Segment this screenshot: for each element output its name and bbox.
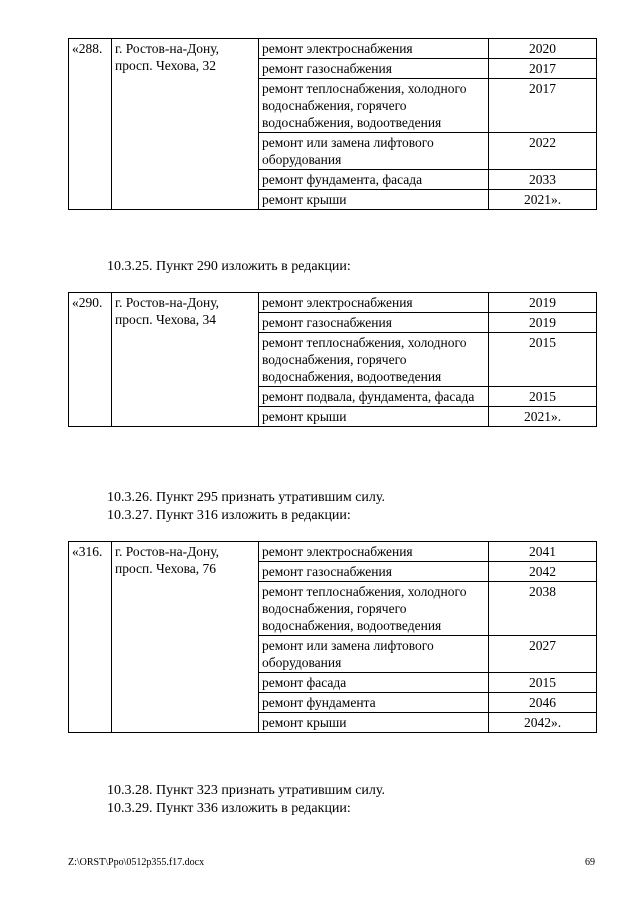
item-address: г. Ростов-на-Дону, просп. Чехова, 76 <box>112 542 259 733</box>
work-year: 2027 <box>489 636 597 673</box>
work-year: 2015 <box>489 673 597 693</box>
work-type: ремонт фасада <box>259 673 489 693</box>
work-type: ремонт крыши <box>259 190 489 210</box>
work-type: ремонт теплоснабжения, холодного водоснабжения, горячего водоснабжения, водоотведения <box>259 333 489 387</box>
work-type: ремонт крыши <box>259 713 489 733</box>
work-year: 2042 <box>489 562 597 582</box>
work-type: ремонт или замена лифтового оборудования <box>259 133 489 170</box>
work-type: ремонт электроснабжения <box>259 39 489 59</box>
paragraph-10-3-27: 10.3.27. Пункт 316 изложить в редакции: <box>107 508 351 523</box>
item-address: г. Ростов-на-Дону, просп. Чехова, 34 <box>112 293 259 427</box>
item-number: «316. <box>69 542 112 733</box>
paragraph-10-3-25: 10.3.25. Пункт 290 изложить в редакции: <box>107 259 351 274</box>
work-year: 2017 <box>489 59 597 79</box>
work-year: 2015 <box>489 387 597 407</box>
paragraph-10-3-26: 10.3.26. Пункт 295 признать утратившим силу. <box>107 490 385 505</box>
item-number: «288. <box>69 39 112 210</box>
work-type: ремонт газоснабжения <box>259 59 489 79</box>
work-type: ремонт фундамента <box>259 693 489 713</box>
table-row <box>69 39 597 59</box>
table-item-290 <box>68 292 597 427</box>
item-address: г. Ростов-на-Дону, просп. Чехова, 32 <box>112 39 259 210</box>
table-item-288 <box>68 38 597 210</box>
work-type: ремонт газоснабжения <box>259 313 489 333</box>
work-type: ремонт электроснабжения <box>259 542 489 562</box>
work-type: ремонт теплоснабжения, холодного водоснабжения, горячего водоснабжения, водоотведения <box>259 582 489 636</box>
table-row <box>69 293 597 313</box>
work-year: 2033 <box>489 170 597 190</box>
work-type: ремонт или замена лифтового оборудования <box>259 636 489 673</box>
paragraph-10-3-28: 10.3.28. Пункт 323 признать утратившим силу. <box>107 783 385 798</box>
work-year: 2019 <box>489 293 597 313</box>
work-year: 2022 <box>489 133 597 170</box>
table-row <box>69 542 597 562</box>
paragraph-10-3-29: 10.3.29. Пункт 336 изложить в редакции: <box>107 801 351 816</box>
work-year: 2021». <box>489 190 597 210</box>
work-year: 2041 <box>489 542 597 562</box>
work-type: ремонт газоснабжения <box>259 562 489 582</box>
work-year: 2038 <box>489 582 597 636</box>
work-year: 2020 <box>489 39 597 59</box>
footer-file-path: Z:\ORST\Ppo\0512p355.f17.docx <box>68 857 205 868</box>
work-year: 2021». <box>489 407 597 427</box>
work-year: 2046 <box>489 693 597 713</box>
table-item-316 <box>68 541 597 733</box>
work-year: 2017 <box>489 79 597 133</box>
item-number: «290. <box>69 293 112 427</box>
work-type: ремонт подвала, фундамента, фасада <box>259 387 489 407</box>
work-type: ремонт теплоснабжения, холодного водоснабжения, горячего водоснабжения, водоотведения <box>259 79 489 133</box>
work-type: ремонт фундамента, фасада <box>259 170 489 190</box>
work-year: 2015 <box>489 333 597 387</box>
work-year: 2019 <box>489 313 597 333</box>
footer-page-number: 69 <box>585 857 595 868</box>
work-type: ремонт электроснабжения <box>259 293 489 313</box>
work-year: 2042». <box>489 713 597 733</box>
work-type: ремонт крыши <box>259 407 489 427</box>
